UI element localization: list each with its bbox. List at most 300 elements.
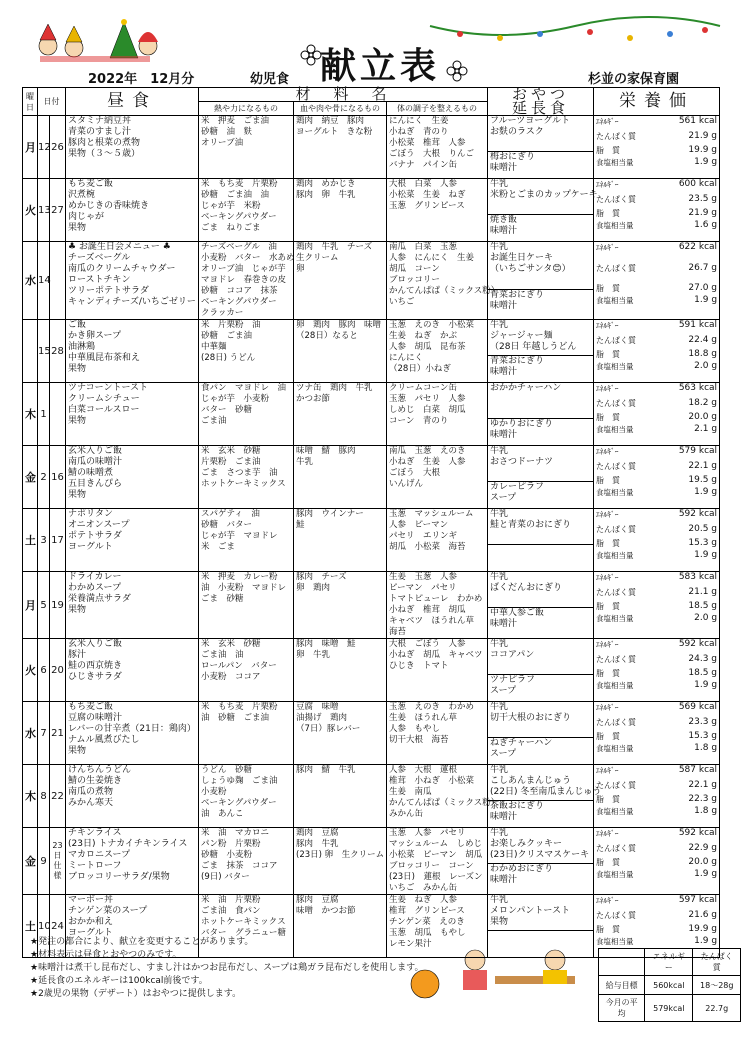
nutrition-label: たんぱく質: [596, 461, 637, 471]
dish-name: マーボー丼: [68, 895, 114, 905]
nutrition-label: ｴﾈﾙｷﾞｰ: [596, 573, 619, 582]
col-ingredients: 材 料 名: [199, 88, 488, 102]
lunch-dishes: [66, 383, 199, 446]
nutrition-value: 26.7 g: [688, 262, 718, 273]
nutrition-energy: [596, 895, 717, 907]
lunch-dishes: [66, 639, 199, 702]
dish-name: ヨーグルト: [68, 542, 113, 552]
ingredient: ベーキングパウダー: [201, 212, 277, 222]
day-of-week: 金: [23, 446, 38, 509]
snack-item: おさつドーナツ: [490, 457, 553, 467]
nutrition-salt: [596, 613, 717, 625]
ingredient: クラッカー: [201, 308, 244, 318]
day-of-week: 土: [23, 895, 38, 958]
day-number: [50, 383, 66, 446]
summary-target-label: 給与目標: [599, 976, 645, 995]
ingredient: (23日) 卵 生クリーム: [296, 850, 385, 860]
nutrition-label: ｴﾈﾙｷﾞｰ: [596, 703, 619, 712]
ingredient: 豚肉 味噌 鮭: [296, 639, 356, 649]
ingredient: 豚肉 牛乳: [296, 839, 339, 849]
snack-item: メロンパントースト: [490, 906, 570, 916]
day-of-week: 金: [23, 828, 38, 895]
nutrition-label: 脂 質: [596, 602, 621, 611]
ingredient: かんてんぱぱ（ミックス粉）: [389, 286, 500, 296]
dish-name: ツリーポテトサラダ: [68, 286, 149, 296]
nutrition-value: 1.8 g: [694, 742, 718, 753]
day-number: 15: [38, 320, 50, 383]
nutrition-value: 1.8 g: [694, 805, 718, 816]
note-line: ★材料表示は昼食とおやつのみです。: [30, 950, 182, 960]
ingredient: ブロッコリー: [389, 275, 440, 285]
nutrition-salt: [596, 550, 717, 562]
ingredients-yellow: [294, 242, 387, 320]
nutrition-label: 食塩相当量: [596, 157, 634, 167]
snack-cell: [488, 572, 594, 639]
dish-name: 鯖の味噌煮: [68, 468, 114, 478]
ingredient: 南瓜 玉葱 えのき: [389, 446, 466, 456]
col-nutrition: 栄養価: [594, 88, 720, 116]
note-line: ★発注の都合により、献立を変更することがあります。: [30, 937, 254, 947]
nutrition-label: ｴﾈﾙｷﾞｰ: [596, 829, 619, 838]
ingredient: (23日) 蓮根 レーズン: [389, 872, 483, 882]
snack-item: 鮭と青菜のおにぎり: [490, 520, 572, 530]
nutrition-value: 22.9 g: [688, 842, 718, 853]
dish-name: チンゲン菜のスープ: [68, 906, 148, 916]
dish-name: 白菜コールスロー: [68, 405, 140, 415]
nutrition-label: 脂 質: [596, 284, 621, 293]
nutrition-label: 脂 質: [596, 476, 621, 485]
day-of-week: 木: [23, 383, 38, 446]
ingredient: 椎茸 グリンピース: [389, 906, 465, 916]
note-line: ★2歳児の果物（デザート）はおやつに提供します。: [30, 989, 242, 999]
nutrition-value: 2.0 g: [694, 360, 718, 371]
nutrition-value: 20.0 g: [688, 412, 718, 422]
dish-name: 果物: [68, 605, 87, 615]
ingredient: ごぼう 大根: [389, 468, 441, 478]
col-ing-yellow: 血や肉や骨になるもの: [294, 102, 387, 116]
ingredients-yellow: [294, 320, 387, 383]
ingredient: （28日）小ねぎ: [389, 364, 451, 374]
dish-name: 南瓜の味噌汁: [68, 457, 123, 467]
dish-name: ブロッコリーサラダ/果物: [68, 872, 170, 882]
ingredients-red: [199, 383, 294, 446]
snack-cell: [488, 765, 602, 828]
ingredient: 味噌 鯖 豚肉: [296, 446, 356, 456]
snack-item: 切干大根のおにぎり: [490, 713, 572, 723]
lunch-dishes: [66, 242, 199, 320]
ingredient: 米 油 片栗粉: [201, 895, 261, 905]
nutrition-label: 脂 質: [596, 413, 621, 422]
day-number: 20: [50, 639, 66, 702]
ingredients-red: [199, 242, 294, 320]
snack-item: （いちごサンタ😊）: [490, 264, 571, 274]
nutrition-value: 19.5 g: [688, 475, 718, 485]
nutrition-fat: [596, 208, 717, 220]
extended-item: 梅おにぎり: [490, 152, 536, 162]
ingredient: 小松菜 生姜 ねぎ: [389, 190, 466, 200]
menu-row: [23, 320, 720, 383]
extended-item: ツナピラフ: [490, 675, 536, 685]
ingredient: 卵 鶏肉: [296, 583, 331, 593]
col-day: 日付: [38, 88, 66, 116]
nutrition-label: 食塩相当量: [596, 220, 634, 230]
nutrition-label: 食塩相当量: [596, 806, 634, 816]
nutrition-fat: [596, 412, 717, 424]
nutrition-label: ｴﾈﾙｷﾞｰ: [596, 447, 619, 456]
dish-name: 果物: [68, 223, 87, 233]
nutrition-value: 19.9 g: [688, 145, 718, 155]
ingredient: 人参 もやし: [389, 724, 441, 734]
dish-name: もち麦ご飯: [68, 179, 114, 189]
nutrition-value: 24.3 g: [688, 653, 718, 664]
nutrition-energy: [596, 242, 717, 254]
day-number: 19: [50, 572, 66, 639]
day-of-week: 木: [23, 765, 38, 828]
menu-table: [22, 87, 720, 958]
ingredients-green: [387, 116, 488, 179]
nutrition-salt: [596, 361, 717, 373]
ingredient: クリームコーン缶: [389, 383, 457, 393]
ingredient: 米 玄米 砂糖: [201, 639, 261, 649]
nutrition-label: たんぱく質: [596, 524, 637, 534]
nutrition-energy: [596, 572, 717, 584]
nutrition-label: ｴﾈﾙｷﾞｰ: [596, 180, 619, 189]
ingredient: 生姜 ほうれん草: [389, 713, 458, 723]
menu-type: 幼児食: [250, 72, 290, 87]
ingredient: 砂糖 ココア 抹茶: [201, 286, 278, 296]
ingredient: 米 もち麦 片栗粉: [201, 702, 278, 712]
nutrition-protein: [596, 398, 717, 410]
ingredient: にんにく: [389, 353, 424, 363]
nutrition-energy: [596, 639, 717, 651]
nutrition-fat: [596, 283, 717, 295]
nutrition-value: 21.6 g: [688, 909, 718, 920]
snack-item: ジャージャー麺: [490, 331, 553, 341]
ingredient: じゃが芋 マヨドレ: [201, 531, 278, 541]
nutrition-value: 21.9 g: [688, 208, 718, 218]
ingredient: 小松菜 椎茸 人参: [389, 138, 466, 148]
ingredient: 人参 胡瓜 昆布茶: [389, 342, 466, 352]
day-number: 1: [38, 383, 50, 446]
ingredients-yellow: [294, 639, 387, 702]
snack-item: 牛乳: [490, 895, 509, 905]
ingredient: 牛乳: [296, 457, 314, 467]
extended-item: 味噌汁: [490, 367, 518, 377]
dish-name: ミートローフ: [68, 861, 122, 871]
nutrition-value: 561 kcal: [678, 116, 718, 126]
nutrition-label: 脂 質: [596, 146, 621, 155]
nutrition-cell: [594, 639, 720, 702]
snack-item: お麩のラスク: [490, 127, 544, 137]
nutrition-fat: [596, 349, 717, 361]
menu-month: 2022年 12月分: [88, 72, 195, 87]
ingredients-green: [387, 639, 488, 702]
nutrition-label: たんぱく質: [596, 910, 637, 920]
dish-name: 果物: [68, 746, 87, 756]
nutrition-salt: [596, 806, 717, 818]
dish-name: 豚肉と根菜の煮物: [68, 138, 141, 148]
nutrition-salt: [596, 936, 717, 948]
ingredient: 人参 ピーマン: [389, 520, 449, 530]
ingredient: 油 小麦粉 マヨドレ: [201, 583, 287, 593]
dish-name: 果物: [68, 416, 87, 426]
nutrition-value: 1.9 g: [694, 486, 718, 497]
ingredients-yellow: [294, 828, 387, 895]
snack-cell: [488, 509, 594, 572]
nutrition-value: 20.5 g: [688, 523, 718, 534]
extended-item: 中華人参ご飯: [490, 608, 545, 618]
col-ing-green: 体の調子を整えるもの: [387, 102, 488, 116]
dish-name: 鮭の西京焼き: [68, 661, 123, 671]
extended-item: 焼き飯: [490, 215, 518, 225]
ingredients-red: [199, 765, 294, 828]
snack-item: 牛乳: [490, 320, 509, 330]
ingredient: 油 あんこ: [201, 809, 244, 819]
nutrition-value: 1.9 g: [694, 679, 718, 690]
nutrition-cell: [594, 572, 720, 639]
menu-row: [23, 828, 720, 895]
day-number: 27: [50, 179, 66, 242]
nutrition-value: 1.6 g: [694, 219, 718, 230]
ingredient: 小ねぎ 胡瓜 キャベツ: [389, 650, 483, 660]
snack-item: ばくだんおにぎり: [490, 583, 563, 593]
dish-name: 果物（３～５歳）: [68, 149, 141, 159]
day-number: 22: [50, 765, 66, 828]
nutrition-cell: [594, 702, 720, 765]
snack-item: お楽しみクッキー: [490, 839, 563, 849]
col-extended: 延長食: [488, 102, 594, 116]
snack-items: [488, 116, 593, 152]
nutrition-protein: [596, 587, 717, 599]
snack-items: [488, 828, 593, 864]
ingredient: 砂糖 小麦粉: [201, 850, 253, 860]
dish-name: 肉じゃが: [68, 212, 105, 222]
extended-item: スープ: [490, 749, 517, 759]
ingredient: 切干大根 海苔: [389, 735, 449, 745]
dish-name: オニオンスープ: [68, 520, 130, 530]
snack-cell: [488, 639, 594, 702]
nutrition-value: 587 kcal: [678, 765, 718, 775]
ingredient: 玉葱 胡瓜 もやし: [389, 928, 466, 938]
ingredient: 米 押麦 ごま油: [201, 116, 270, 126]
dish-name: 果物: [68, 364, 87, 374]
ingredient: 南瓜 白菜 玉葱: [389, 242, 458, 252]
ingredient: ごま さつま芋 油: [201, 468, 278, 478]
nutrition-label: 食塩相当量: [596, 869, 634, 879]
menu-row: [23, 639, 720, 702]
dish-name: おかか和え: [68, 917, 114, 927]
ingredient: にんにく 生姜: [389, 116, 449, 126]
nutrition-label: たんぱく質: [596, 194, 637, 204]
extended-item: 味噌汁: [490, 226, 518, 236]
nutrition-label: 脂 質: [596, 539, 621, 548]
summary-head-energy: エネルギー: [645, 949, 693, 976]
ingredients-red: [199, 572, 294, 639]
ingredient: 玉葱 えのき 小松菜: [389, 320, 475, 330]
nutrition-value: 18.8 g: [688, 349, 718, 359]
nutrition-label: 食塩相当量: [596, 424, 634, 434]
nutrition-salt: [596, 869, 717, 881]
ingredients-green: [387, 320, 488, 383]
flower-icon: [300, 44, 322, 66]
day-mark: 23 日 仕様: [52, 841, 63, 880]
nutrition-label: 食塩相当量: [596, 680, 634, 690]
nutrition-cell: [594, 509, 720, 572]
ingredients-green: [387, 509, 488, 572]
ingredients-red: [199, 702, 294, 765]
ingredient: チーズベーグル 油: [201, 242, 277, 252]
ingredient: 人参 大根 蓮根: [389, 765, 458, 775]
day-of-week: [23, 320, 38, 383]
snack-cell: [488, 320, 594, 383]
dish-name: ツナコーントースト: [68, 383, 149, 393]
day-number: 13: [38, 179, 50, 242]
ingredient: トマトピューレ わかめ: [389, 594, 483, 604]
ingredients-yellow: [294, 765, 387, 828]
ingredients-red: [199, 828, 294, 895]
nutrition-value: 18.2 g: [688, 397, 718, 408]
dish-name: 玄米入りご飯: [68, 446, 123, 456]
ingredient: ツナ缶 鶏肉 牛乳: [296, 383, 373, 393]
ingredients-red: [199, 116, 294, 179]
ingredient: ロールパン バター: [201, 661, 277, 671]
ingredient: 豚肉 鯖 牛乳: [296, 765, 356, 775]
snack-item: お誕生日ケーキ: [490, 253, 554, 263]
lunch-dishes: [66, 702, 199, 765]
ingredient: 椎茸 小ねぎ 小松菜: [389, 776, 475, 786]
ingredient: 卵: [296, 264, 305, 274]
day-number: 12: [38, 116, 50, 179]
extended-item: 青菜おにぎり: [490, 356, 545, 366]
snack-cell: [488, 179, 598, 242]
nutrition-cell: [594, 320, 720, 383]
nutrition-label: 食塩相当量: [596, 361, 634, 371]
ingredient: 玉葱 パセリ 人参: [389, 394, 466, 404]
ingredient: 玉葱 グリンピース: [389, 201, 465, 211]
nutrition-fat: [596, 538, 717, 550]
snack-items: [488, 509, 593, 545]
day-number: [50, 242, 66, 320]
ingredient: 鶏肉 めかじき: [296, 179, 356, 189]
school-name: 杉並の家保育園: [588, 72, 680, 87]
col-lunch: 昼食: [66, 88, 199, 116]
ingredient: ホットケーキミックス: [201, 917, 286, 927]
dish-name: 中華風昆布茶和え: [68, 353, 141, 363]
ingredient: マヨドレ 春巻きの皮: [201, 275, 287, 285]
summary-target-energy: 560kcal: [645, 976, 693, 995]
ingredient: マッシュルーム しめじ: [389, 839, 482, 849]
nutrition-cell: [594, 765, 720, 828]
dish-name: ナポリタン: [68, 509, 114, 519]
extended-items: [488, 608, 593, 630]
dish-name: ポテトサラダ: [68, 531, 122, 541]
ingredient: 鶏肉 牛乳 チーズ: [296, 242, 373, 252]
day-number: 24: [50, 895, 66, 958]
dish-name: クリームシチュー: [68, 394, 140, 404]
dish-name: 沢煮椀: [68, 190, 96, 200]
menu-row: [23, 702, 720, 765]
nutrition-protein: [596, 843, 717, 855]
ingredients-red: [199, 509, 294, 572]
dish-name: わかめスープ: [68, 583, 122, 593]
extended-items: [488, 419, 593, 441]
nutrition-energy: [596, 446, 717, 458]
nutrition-cell: [594, 828, 720, 895]
lunch-dishes: [66, 116, 199, 179]
day-number: 10: [38, 895, 50, 958]
nutrition-value: 22.3 g: [688, 794, 718, 804]
nutrition-value: 600 kcal: [678, 179, 718, 189]
nutrition-label: 食塩相当量: [596, 936, 634, 946]
nutrition-salt: [596, 157, 717, 169]
ingredient: ごぼう 大根 りんご: [389, 149, 475, 159]
ingredient: 米 ごま: [201, 542, 236, 552]
ingredient: ホットケーキミックス: [201, 479, 286, 489]
snack-items: [488, 179, 598, 215]
nutrition-fat: [596, 857, 717, 869]
lunch-dishes: [66, 828, 199, 895]
nutrition-protein: [596, 335, 717, 347]
nutrition-energy: [596, 320, 717, 332]
nutrition-fat: [596, 731, 717, 743]
ingredient: (9日) バター: [201, 872, 250, 882]
ingredients-yellow: [294, 509, 387, 572]
menu-row: [23, 572, 720, 639]
ingredient: 小麦粉 ココア: [201, 672, 261, 682]
ingredient: 生姜 ねぎ かぶ: [389, 331, 458, 341]
snack-item: (22日) 冬至南瓜まんじゅう: [490, 787, 602, 797]
extended-item: スープ: [490, 686, 517, 696]
ingredient: ごま油 食パン: [201, 906, 261, 916]
snack-items: [488, 572, 593, 608]
nutrition-summary-table: [598, 948, 741, 1022]
nutrition-label: 脂 質: [596, 669, 621, 678]
ingredient: パン粉 片栗粉: [201, 839, 261, 849]
ingredient: 米 もち麦 片栗粉: [201, 179, 278, 189]
snack-items: [488, 702, 593, 738]
snack-item: 果物: [490, 917, 509, 927]
nutrition-value: 15.3 g: [688, 538, 718, 548]
col-snack: おやつ: [488, 88, 594, 102]
nutrition-protein: [596, 263, 717, 275]
ingredient: オリーブ油 じゃが芋: [201, 264, 286, 274]
nutrition-label: ｴﾈﾙｷﾞｰ: [596, 640, 619, 649]
ingredient: しめじ 白菜 胡瓜: [389, 405, 466, 415]
nutrition-protein: [596, 194, 717, 206]
nutrition-label: 食塩相当量: [596, 743, 634, 753]
ingredient: かんてんぱぱ（ミックス粉）: [389, 798, 500, 808]
ingredients-green: [387, 446, 488, 509]
extended-items: [488, 356, 593, 378]
lunch-dishes: [66, 320, 199, 383]
ingredient: バナナ パイン缶: [389, 160, 458, 170]
nutrition-cell: [594, 179, 720, 242]
ingredient: ごま油: [201, 416, 227, 426]
ingredient: ごま ねりごま: [201, 223, 261, 233]
ingredient: 小ねぎ 生姜 人参: [389, 457, 466, 467]
nutrition-value: 592 kcal: [678, 828, 718, 838]
ingredient: オリーブ油: [201, 138, 244, 148]
extended-item: 味噌汁: [490, 430, 518, 440]
dish-name: レバーの甘辛煮（21日：鶏肉）: [68, 724, 196, 734]
extended-items: [488, 738, 593, 760]
snack-cell: [488, 702, 594, 765]
ingredients-red: [199, 639, 294, 702]
snack-items: [488, 765, 602, 801]
menu-row: [23, 383, 720, 446]
ingredients-yellow: [294, 702, 387, 765]
nutrition-label: 脂 質: [596, 858, 621, 867]
